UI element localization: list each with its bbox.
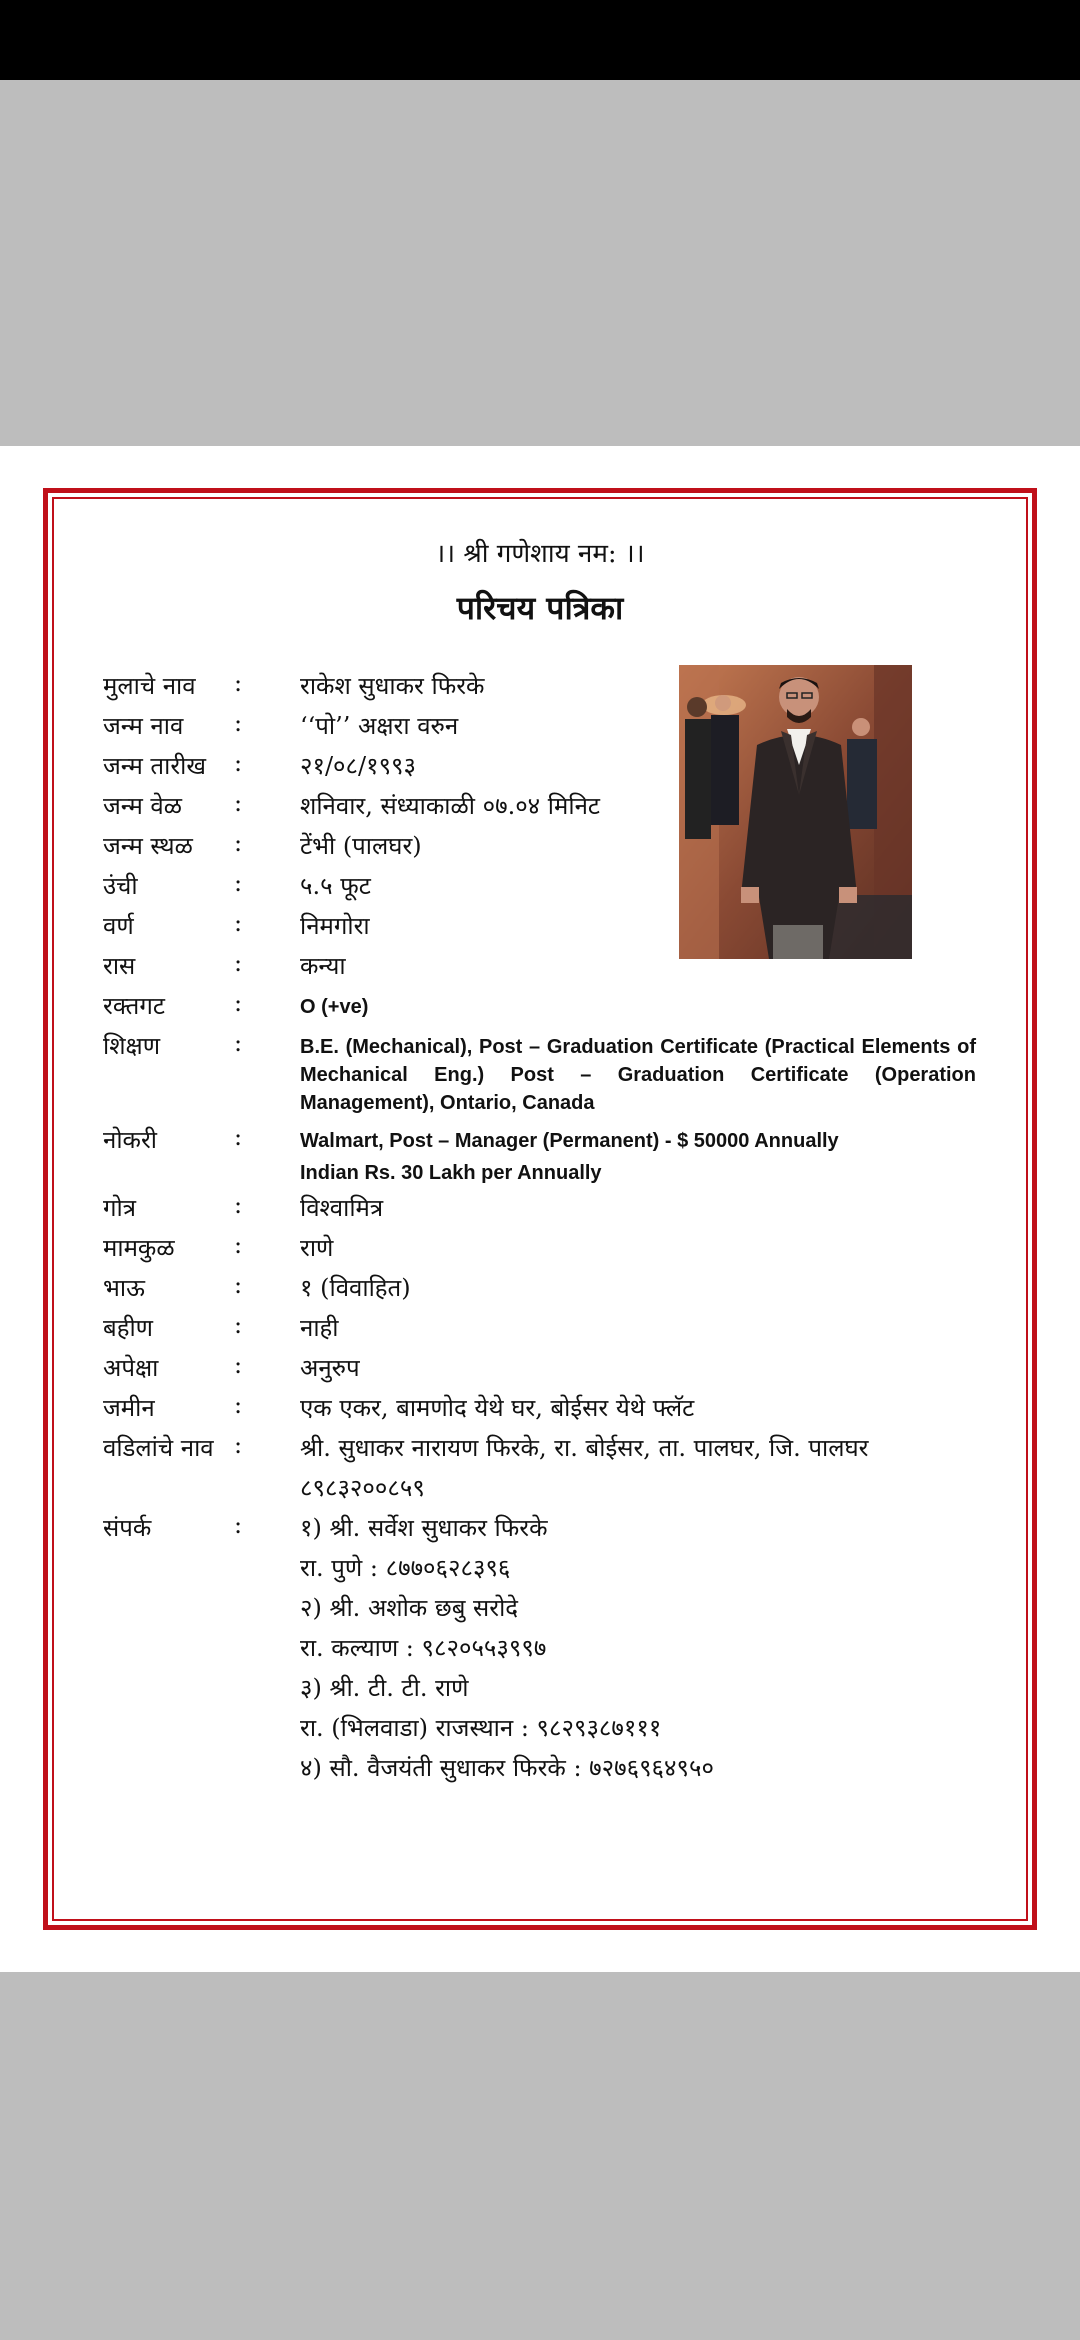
viewer-background-top — [0, 80, 1080, 446]
field-label: उंची — [103, 872, 138, 900]
field-value: एक एकर, बामणोद येथे घर, बोईसर येथे फ्लॅट — [300, 1394, 695, 1422]
field-value: श्री. सुधाकर नारायण फिरके, रा. बोईसर, ता. पालघर, जि. पालघर — [300, 1434, 869, 1462]
field-label: वर्ण — [103, 912, 134, 940]
field-label: संपर्क — [103, 1514, 152, 1542]
field-label: रक्तगट — [103, 992, 165, 1020]
field-value: विश्वामित्र — [300, 1194, 384, 1222]
field-colon: : — [234, 1351, 243, 1379]
field-value: २१/०८/१९९३ — [300, 752, 417, 780]
field-value: टेंभी (पालघर) — [300, 832, 422, 860]
field-label: वडिलांचे नाव — [103, 1434, 214, 1462]
field-label: जन्म तारीख — [103, 752, 206, 780]
field-value: शनिवार, संध्याकाळी ०७.०४ मिनिट — [300, 792, 600, 820]
contact-line: १) श्री. सर्वेश सुधाकर फिरके — [300, 1514, 548, 1542]
field-value-line2: Indian Rs. 30 Lakh per Annually — [300, 1162, 602, 1184]
field-value: B.E. (Mechanical), Post – Graduation Certificate (Practical Elements of Mechanical Eng.) Post – Graduation Certificate (Operation Management), Ontario, Canada — [300, 1036, 976, 1114]
field-colon: : — [234, 909, 243, 937]
document-page — [0, 446, 1080, 1972]
contact-line: ३) श्री. टी. टी. राणे — [300, 1674, 469, 1702]
contact-line: रा. पुणे : ८७७०६२८३९६ — [300, 1554, 511, 1582]
field-colon: : — [234, 1271, 243, 1299]
field-label: मामकुळ — [103, 1234, 175, 1262]
page-title: परिचय पत्रिका — [456, 589, 624, 627]
field-value-line2: ८९८३२००८५९ — [300, 1474, 425, 1502]
field-label: बहीण — [103, 1314, 154, 1342]
invocation-heading: ।। श्री गणेशाय नम: ।। — [435, 539, 645, 569]
field-label: जन्म स्थळ — [103, 832, 193, 860]
status-bar — [0, 0, 1080, 80]
field-colon: : — [234, 1511, 243, 1539]
field-label: जमीन — [103, 1394, 155, 1422]
field-value: ‘‘पो’’ अक्षरा वरुन — [300, 712, 459, 740]
field-colon: : — [234, 1431, 243, 1459]
field-colon: : — [234, 749, 243, 777]
field-label: जन्म नाव — [103, 712, 184, 740]
field-colon: : — [234, 1231, 243, 1259]
field-value: ५.५ फूट — [300, 872, 371, 900]
person-photo — [679, 665, 912, 959]
field-value: १ (विवाहित) — [300, 1274, 411, 1302]
field-label: नोकरी — [103, 1126, 157, 1154]
field-colon: : — [234, 949, 243, 977]
field-label: गोत्र — [103, 1194, 136, 1222]
viewer-background-bottom — [0, 1972, 1080, 2340]
field-value: राकेश सुधाकर फिरके — [300, 672, 485, 700]
field-colon: : — [234, 789, 243, 817]
contact-line: रा. कल्याण : ९८२०५५३९९७ — [300, 1634, 547, 1662]
field-colon: : — [234, 709, 243, 737]
field-label: अपेक्षा — [103, 1354, 159, 1382]
field-label: मुलाचे नाव — [103, 672, 196, 700]
field-label: भाऊ — [103, 1274, 145, 1302]
field-value: निमगोरा — [300, 912, 370, 940]
field-value: Walmart, Post – Manager (Permanent) - $ 50000 Annually — [300, 1130, 839, 1152]
field-colon: : — [234, 989, 243, 1017]
contact-line: ४) सौ. वैजयंती सुधाकर फिरके : ७२७६९६४९५० — [300, 1754, 714, 1782]
field-colon: : — [234, 1123, 243, 1151]
field-label: जन्म वेळ — [103, 792, 183, 820]
field-value: राणे — [300, 1234, 334, 1262]
field-colon: : — [234, 829, 243, 857]
field-colon: : — [234, 1029, 243, 1057]
field-value: नाही — [300, 1314, 339, 1342]
field-colon: : — [234, 1191, 243, 1219]
field-label: रास — [103, 952, 136, 980]
field-value: अनुरुप — [300, 1354, 360, 1382]
contact-line: रा. (भिलवाडा) राजस्थान : ९८२९३८७१११ — [300, 1714, 662, 1742]
field-colon: : — [234, 1311, 243, 1339]
field-colon: : — [234, 1391, 243, 1419]
contact-line: २) श्री. अशोक छबु सरोदे — [300, 1594, 519, 1622]
field-value: कन्या — [300, 952, 346, 980]
field-colon: : — [234, 669, 243, 697]
field-colon: : — [234, 869, 243, 897]
field-label: शिक्षण — [103, 1032, 161, 1060]
field-value: O (+ve) — [300, 996, 369, 1018]
